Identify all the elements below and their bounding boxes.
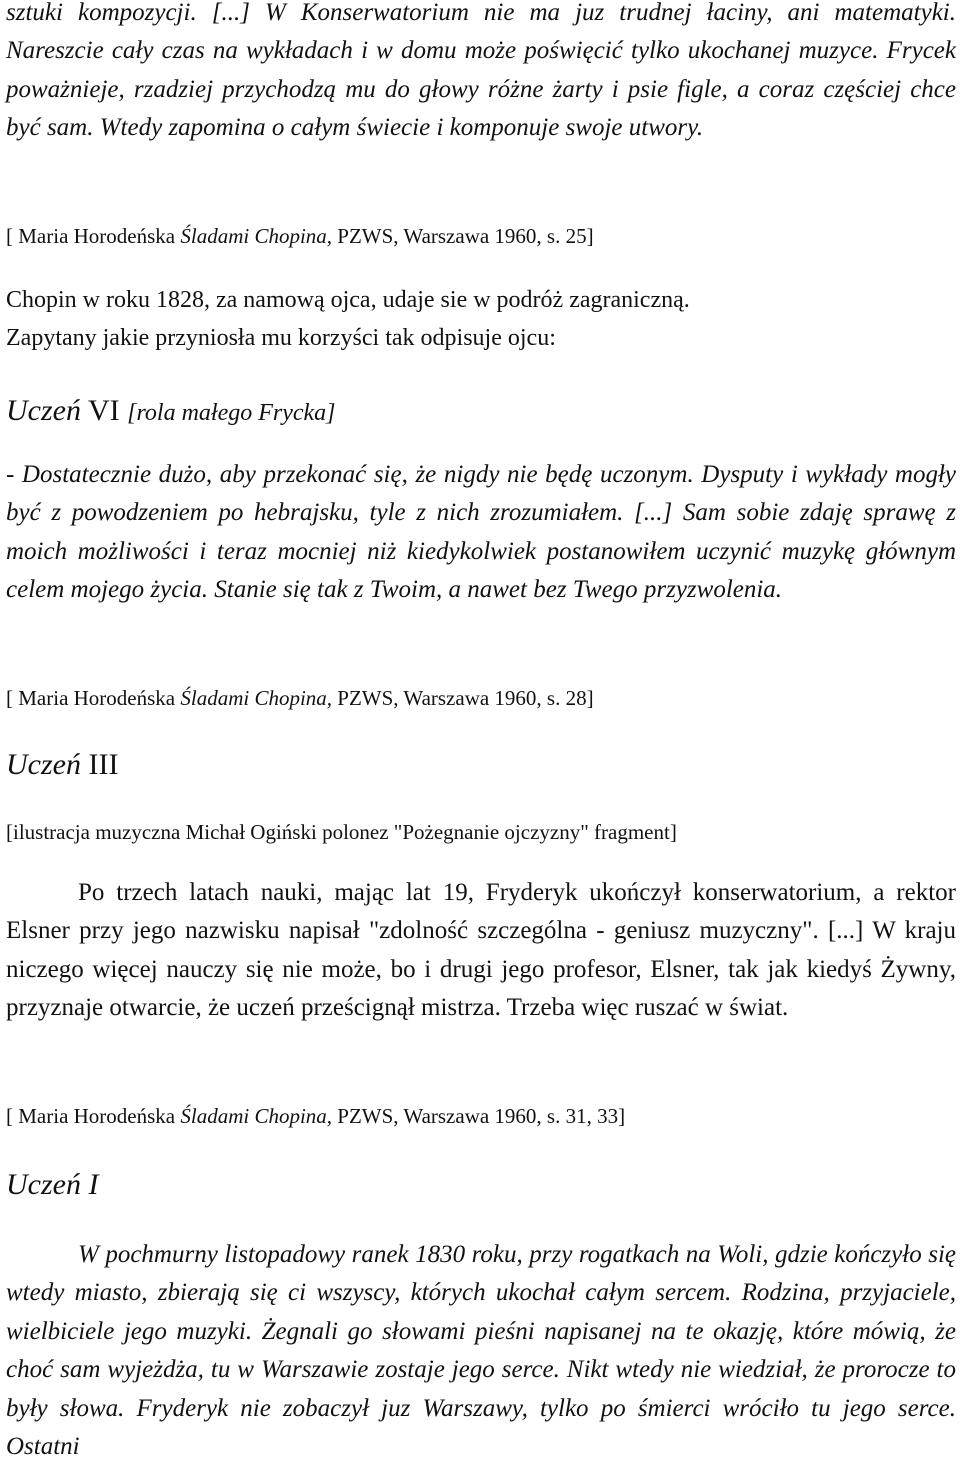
citation-2 [6, 684, 956, 712]
citation-1 [6, 222, 956, 250]
paragraph-farewell: W pochmurny listopadowy ranek 1830 roku, przy rogatkach na Woli, gdzie kończyło się wtedy miasto, zbierają się ci wszyscy, których ukochał całym sercem. Rodzina, przyjaciele, wielbiciele jego muzyki. Żegnali go słowami pieśni napisanej na te okazję, które mówią, że choć sam wyjeżdża, tu w Warszawie zostaje jego serce. Nikt wtedy nie wiedział, że prorocze to były słowa. Fryderyk nie zobaczył juz Warszawy, tylko po śmierci wróciło tu jego serce. Ostatni [6, 1241, 956, 1461]
citation-1-prefix: [ Maria Horodeńska [6, 224, 181, 248]
paragraph-conservatory: Po trzech latach nauki, mając lat 19, Fryderyk ukończył konserwatorium, a rektor Elsner przy jego nazwisku napisał "zdolność szczególna - geniusz muzyczny". [...] W kraju niczego więcej nauczy się nie może, bo i drugi jego profesor, Elsner, tak jak kiedyś Żywny, przyznaje otwarcie, że uczeń prześcignął mistrza. Trzeba więc ruszać w świat. [6, 879, 956, 1022]
paragraph-student-vi-speech: - Dostatecznie dużo, aby przekonać się, że nigdy nie będę uczonym. Dysputy i wykłady mogły być z powodzeniem po hebrajsku, tyle z nich zrozumiałem. [...] Sam sobie zdaję sprawę z moich możliwości i teraz mocniej niż kiedykolwiek postanowiłem uczynić muzykę głównym celem mojego życia. Stanie się tak z Twoim, a nawet bez Twego przyzwolenia. [6, 461, 956, 604]
heading-student-vi [6, 392, 956, 432]
citation-1-suffix: PZWS, Warszawa 1960, s. 25] [332, 224, 594, 248]
citation-3-suffix: PZWS, Warszawa 1960, s. 31, 33] [332, 1104, 626, 1128]
paragraph-question: Zapytany jakie przyniosła mu korzyści tak odpisuje ojcu: [6, 325, 556, 351]
citation-3-prefix: [ Maria Horodeńska [6, 1104, 181, 1128]
citation-2-title: Śladami Chopina, [180, 686, 333, 710]
citation-3 [6, 1102, 956, 1130]
music-illustration-note: [ilustracja muzyczna Michał Ogiński polonez "Pożegnanie ojczyzny" fragment] [6, 820, 677, 844]
paragraph-intro: sztuki kompozycji. [...] W Konserwatorium nie ma juz trudnej łaciny, ani matematyki. Nareszcie cały czas na wykładach i w domu może poświęcić tylko ukochanej muzyce. Frycek poważnieje, rzadziej przychodzą mu do głowy różne żarty i psie figle, a coraz częściej chce być sam. Wtedy zapomina o całym świecie i komponuje swoje utwory. [6, 0, 956, 142]
heading-student-vi-role: [rola małego Frycka] [127, 400, 336, 426]
heading-student-i: Uczeń I [6, 1168, 99, 1201]
heading-student-iii-word: Uczeń [6, 748, 81, 781]
heading-student-iii-number: III [80, 748, 119, 781]
citation-2-prefix: [ Maria Horodeńska [6, 686, 181, 710]
heading-student-iii [6, 746, 956, 784]
citation-3-title: Śladami Chopina, [180, 1104, 333, 1128]
citation-1-title: Śladami Chopina, [180, 224, 333, 248]
paragraph-travel: Chopin w roku 1828, za namową ojca, udaje sie w podróż zagraniczną. [6, 287, 690, 313]
heading-student-vi-word: Uczeń [6, 394, 81, 427]
citation-2-suffix: PZWS, Warszawa 1960, s. 28] [332, 686, 594, 710]
heading-student-vi-number: VI [80, 394, 128, 427]
